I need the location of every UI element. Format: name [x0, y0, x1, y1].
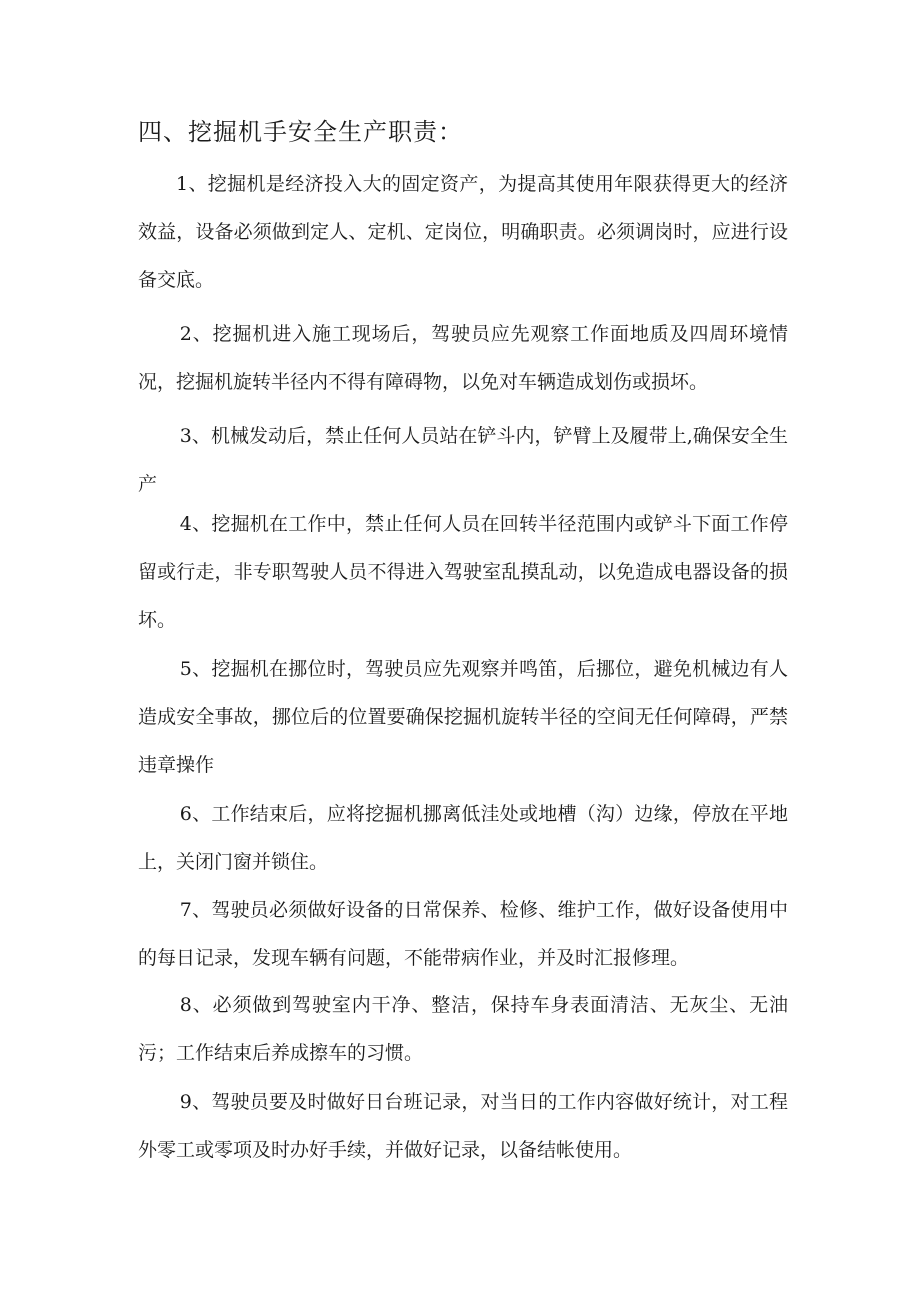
- clause-3: 3、机械发动后，禁止任何人员站在铲斗内，铲臂上及履带上,确保安全生产: [138, 425, 788, 495]
- section-title: 四、挖掘机手安全生产职责：: [138, 118, 463, 146]
- clause-2: 2、挖掘机进入施工现场后，驾驶员应先观察工作面地质及四周环境情况，挖掘机旋转半径内不得有障碍物，以免对车辆造成划伤或损坏。: [138, 323, 788, 393]
- clause-9: 9、驾驶员要及时做好日台班记录，对当日的工作内容做好统计，对工程外零工或零项及时办好手续，并做好记录，以备结帐使用。: [138, 1091, 788, 1161]
- clause-4: 4、挖掘机在工作中，禁止任何人员在回转半径范围内或铲斗下面工作停留或行走，非专职驾驶人员不得进入驾驶室乱摸乱动，以免造成电器设备的损坏。: [138, 513, 788, 631]
- clause-1: 1、挖掘机是经济投入大的固定资产，为提高其使用年限获得更大的经济效益，设备必须做到定人、定机、定岗位，明确职责。必须调岗时，应进行设备交底。: [138, 173, 788, 291]
- clause-8: 8、必须做到驾驶室内干净、整洁，保持车身表面清洁、无灰尘、无油污；工作结束后养成擦车的习惯。: [138, 994, 788, 1064]
- clause-5: 5、挖掘机在挪位时，驾驶员应先观察并鸣笛，后挪位，避免机械边有人造成安全事故，挪位后的位置要确保挖掘机旋转半径的空间无任何障碍，严禁违章操作: [138, 658, 788, 776]
- clause-6: 6、工作结束后，应将挖掘机挪离低洼处或地槽（沟）边缘，停放在平地上，关闭门窗并锁住。: [138, 803, 788, 873]
- clause-7: 7、驾驶员必须做好设备的日常保养、检修、维护工作，做好设备使用中的每日记录，发现车辆有问题，不能带病作业，并及时汇报修理。: [138, 899, 788, 969]
